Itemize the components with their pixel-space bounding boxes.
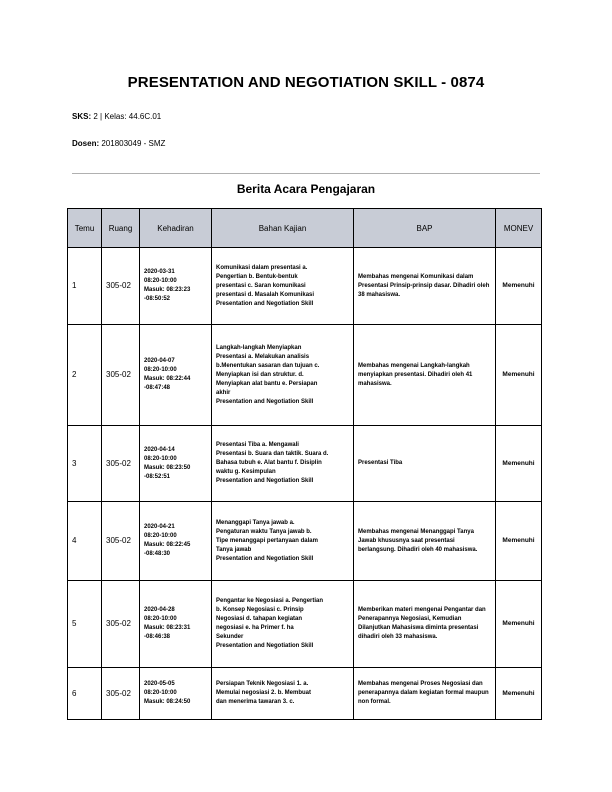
bap-cell: Membahas mengenai Menanggapi Tanya Jawab khususnya saat presentasi berlangsung. Dihadiri oleh 40 mahasiswa. (354, 502, 496, 581)
topic-line: Menyiapkan alat bantu e. Persiapan (216, 380, 318, 387)
topic-line: Komunikasi dalam presentasi a. (216, 264, 308, 271)
topic-line: dan menerima tawaran 3. c. (216, 699, 295, 705)
topic-line: akhir (216, 389, 231, 396)
attendance-cell (140, 248, 212, 325)
monev-status: Memenuhi (496, 668, 542, 720)
topic-line: Pengertian b. Bentuk-bentuk (216, 273, 298, 280)
attendance-line: 08:20-10:00 (144, 367, 177, 373)
attendance-cell (140, 426, 212, 502)
teaching-report-table (67, 208, 542, 720)
room-cell: 305-02 (102, 248, 140, 325)
topic-cell (212, 502, 354, 581)
topic-line: negosiasi e. ha Primer f. ha (216, 625, 294, 631)
attendance-line: -08:48:30 (144, 551, 171, 557)
topic-line: Pengaturan waktu Tanya jawab b. (216, 528, 312, 535)
dosen-label: Dosen: (72, 139, 100, 148)
attendance-line: 2020-04-21 (144, 524, 175, 530)
attendance-line: Masuk: 08:23:50 (144, 464, 191, 471)
table-row (68, 426, 542, 502)
room-cell: 305-02 (102, 426, 140, 502)
attendance-line: -08:52:51 (144, 473, 171, 480)
topic-line: b. Konsep Negosiasi c. Prinsip (216, 607, 304, 613)
topic-line: Presentation and Negotiation Skill (216, 300, 314, 307)
monev-status: Memenuhi (496, 502, 542, 581)
monev-status: Memenuhi (496, 581, 542, 668)
bap-cell: Membahas mengenai Komunikasi dalam Presentasi Prinsip-prinsip dasar. Dihadiri oleh 38 mahasiswa. (354, 248, 496, 325)
topic-line: presentasi c. Saran komunikasi (216, 282, 306, 289)
course-meta-line (72, 112, 161, 121)
topic-line: Tanya jawab (216, 546, 252, 553)
topic-line: Tipe menanggapi pertanyaan dalam (216, 537, 318, 544)
col-header-kehadiran: Kehadiran (140, 209, 212, 248)
attendance-line: -08:47:48 (144, 385, 171, 391)
attendance-line: Masuk: 08:22:44 (144, 376, 191, 382)
attendance-line: 08:20-10:00 (144, 455, 177, 462)
topic-line: Negosiasi d. tahapan kegiatan (216, 616, 303, 622)
topic-line: b.Menentukan sasaran dan tujuan c. (216, 362, 320, 369)
sks-label: SKS: (72, 112, 92, 121)
room-cell: 305-02 (102, 502, 140, 581)
topic-line: Bahasa tubuh e. Alat bantu f. Disiplin (216, 460, 322, 466)
table-row (68, 581, 542, 668)
topic-line: waktu g. Kesimpulan (216, 469, 276, 475)
topic-line: presentasi d. Masalah Komunikasi (216, 291, 315, 298)
topic-line: Presentation and Negotiation Skill (216, 398, 314, 405)
meeting-number: 1 (68, 248, 102, 325)
page-title: PRESENTATION AND NEGOTIATION SKILL - 0874 (127, 74, 485, 91)
attendance-line: 08:20-10:00 (144, 690, 177, 696)
monev-status: Memenuhi (496, 325, 542, 426)
topic-line: Presentation and Negotiation Skill (216, 555, 314, 562)
divider (72, 173, 540, 174)
table-row (68, 248, 542, 325)
section-title: Berita Acara Pengajaran (236, 182, 376, 196)
topic-cell (212, 248, 354, 325)
room-cell: 305-02 (102, 668, 140, 720)
topic-line: Presentasi Tiba a. Mengawali (216, 442, 299, 448)
col-header-ruang: Ruang (102, 209, 140, 248)
attendance-line: 08:20-10:00 (144, 533, 177, 539)
attendance-cell (140, 668, 212, 720)
table-header-row (68, 209, 542, 248)
attendance-cell (140, 581, 212, 668)
lecturer-line (72, 139, 165, 148)
attendance-line: Masuk: 08:23:23 (144, 287, 191, 293)
topic-line: Presentation and Negotiation Skill (216, 643, 314, 649)
attendance-line: 08:20-10:00 (144, 278, 177, 284)
meeting-number: 5 (68, 581, 102, 668)
monev-status: Memenuhi (496, 248, 542, 325)
col-header-bap: BAP (354, 209, 496, 248)
topic-line: Sekunder (216, 634, 244, 640)
topic-line: Persiapan Teknik Negosiasi 1. a. (216, 681, 309, 687)
topic-line: Menyiapkan isi dan struktur. d. (216, 371, 304, 378)
meeting-number: 2 (68, 325, 102, 426)
attendance-line: 2020-04-07 (144, 358, 175, 364)
table-row (68, 502, 542, 581)
attendance-line: Masuk: 08:22:45 (144, 542, 191, 548)
bap-cell: Memberikan materi mengenai Pengantar dan Penerapannya Negosiasi, Kemudian Dilanjutkan Mahasiswa diminta presentasi dihadiri oleh 33 mahasiswa. (354, 581, 496, 668)
topic-line: Menanggapi Tanya jawab a. (216, 519, 295, 526)
topic-line: Langkah-langkah Menyiapkan (216, 344, 302, 351)
col-header-bahan-kajian: Bahan Kajian (212, 209, 354, 248)
attendance-cell (140, 325, 212, 426)
monev-status: Memenuhi (496, 426, 542, 502)
topic-cell (212, 668, 354, 720)
topic-line: Presentation and Negotiation Skill (216, 478, 314, 484)
topic-line: Pengantar ke Negosiasi a. Pengertian (216, 598, 324, 604)
meeting-number: 4 (68, 502, 102, 581)
col-header-monev: MONEV (496, 209, 542, 248)
meeting-number: 6 (68, 668, 102, 720)
topic-cell (212, 325, 354, 426)
col-header-temu: Temu (68, 209, 102, 248)
meeting-number: 3 (68, 426, 102, 502)
attendance-line: -08:46:38 (144, 634, 171, 640)
bap-cell: Membahas mengenai Langkah-langkah menyiapkan presentasi. Dihadiri oleh 41 mahasiswa. (354, 325, 496, 426)
dosen-value: 201803049 - SMZ (101, 139, 166, 148)
table-row (68, 325, 542, 426)
attendance-line: 2020-04-28 (144, 607, 175, 613)
room-cell: 305-02 (102, 581, 140, 668)
attendance-cell (140, 502, 212, 581)
bap-cell: Presentasi Tiba (354, 426, 496, 502)
attendance-line: 08:20-10:00 (144, 616, 177, 622)
bap-cell: Membahas mengenai Proses Negosiasi dan penerapannya dalam kegiatan formal maupun non formal. (354, 668, 496, 720)
attendance-line: -08:50:52 (144, 296, 171, 302)
attendance-line: 2020-03-31 (144, 269, 175, 275)
attendance-line: Masuk: 08:24:50 (144, 699, 191, 705)
topic-line: Presentasi b. Suara dan taktik. Suara d. (216, 451, 329, 457)
attendance-line: Masuk: 08:23:31 (144, 625, 191, 631)
attendance-line: 2020-05-05 (144, 681, 175, 687)
table-row (68, 668, 542, 720)
topic-cell (212, 581, 354, 668)
topic-cell (212, 426, 354, 502)
attendance-line: 2020-04-14 (144, 446, 175, 453)
topic-line: Memulai negosiasi 2. b. Membuat (216, 690, 312, 696)
sks-class-value: 2 | Kelas: 44.6C.01 (93, 112, 162, 121)
topic-line: Presentasi a. Melakukan analisis (216, 353, 310, 360)
room-cell: 305-02 (102, 325, 140, 426)
